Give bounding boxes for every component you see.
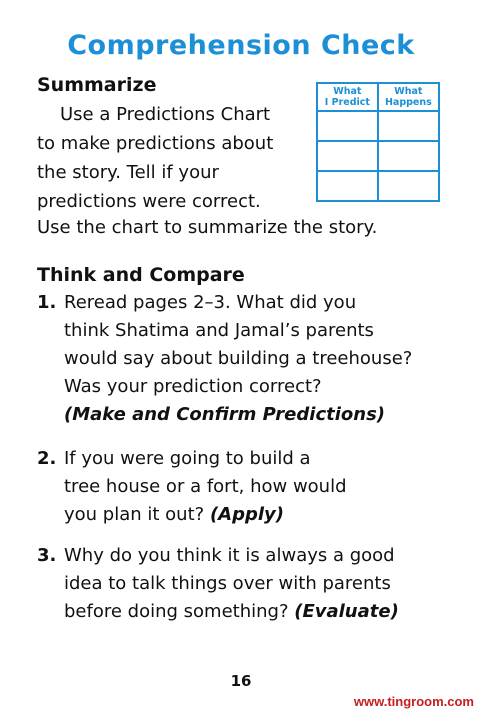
question-line: Reread pages 2–3. What did you	[64, 292, 357, 313]
question-number: 3.	[37, 545, 57, 566]
question-line: you plan it out?	[64, 504, 205, 525]
question-skill: (Apply)	[209, 504, 284, 525]
chart-header-text: What	[333, 86, 362, 97]
page-number: 16	[230, 672, 252, 690]
predictions-chart	[316, 82, 440, 202]
question-number: 1.	[37, 292, 57, 313]
chart-cell	[378, 141, 439, 171]
chart-header-text: I Predict	[324, 97, 370, 108]
question-line: Why do you think it is always a good	[64, 545, 395, 566]
question-line: Was your prediction correct?	[64, 376, 322, 397]
chart-header-text: Happens	[384, 97, 432, 108]
question-skill: (Make and Confirm Predictions)	[64, 404, 386, 425]
question-number: 2.	[37, 448, 57, 469]
question-skill: (Evaluate)	[294, 601, 399, 622]
question-text-row	[64, 504, 284, 525]
question-line: If you were going to build a	[64, 448, 311, 469]
summarize-line: the story. Tell if your	[37, 162, 219, 183]
question-line: before doing something?	[64, 601, 289, 622]
chart-header-predict	[317, 83, 378, 111]
question-line: tree house or a fort, how would	[64, 476, 347, 497]
watermark: www.tingroom.com	[353, 694, 474, 709]
think-compare-heading: Think and Compare	[37, 264, 245, 286]
question-line: idea to talk things over with parents	[64, 573, 391, 594]
question-text-row	[64, 601, 399, 622]
page-title: Comprehension Check	[67, 30, 415, 61]
chart-header-happens	[378, 83, 439, 111]
chart-cell	[317, 141, 378, 171]
summarize-heading: Summarize	[37, 74, 157, 96]
chart-cell	[317, 171, 378, 201]
summarize-line: Use the chart to summarize the story.	[37, 217, 378, 238]
chart-header-text: What	[394, 86, 423, 97]
summarize-line: to make predictions about	[37, 133, 274, 154]
summarize-line: Use a Predictions Chart	[60, 104, 271, 125]
question-line: think Shatima and Jamal’s parents	[64, 320, 374, 341]
chart-cell	[317, 111, 378, 141]
chart-cell	[378, 111, 439, 141]
question-line: would say about building a treehouse?	[64, 348, 413, 369]
chart-cell	[378, 171, 439, 201]
summarize-line: predictions were correct.	[37, 191, 261, 212]
